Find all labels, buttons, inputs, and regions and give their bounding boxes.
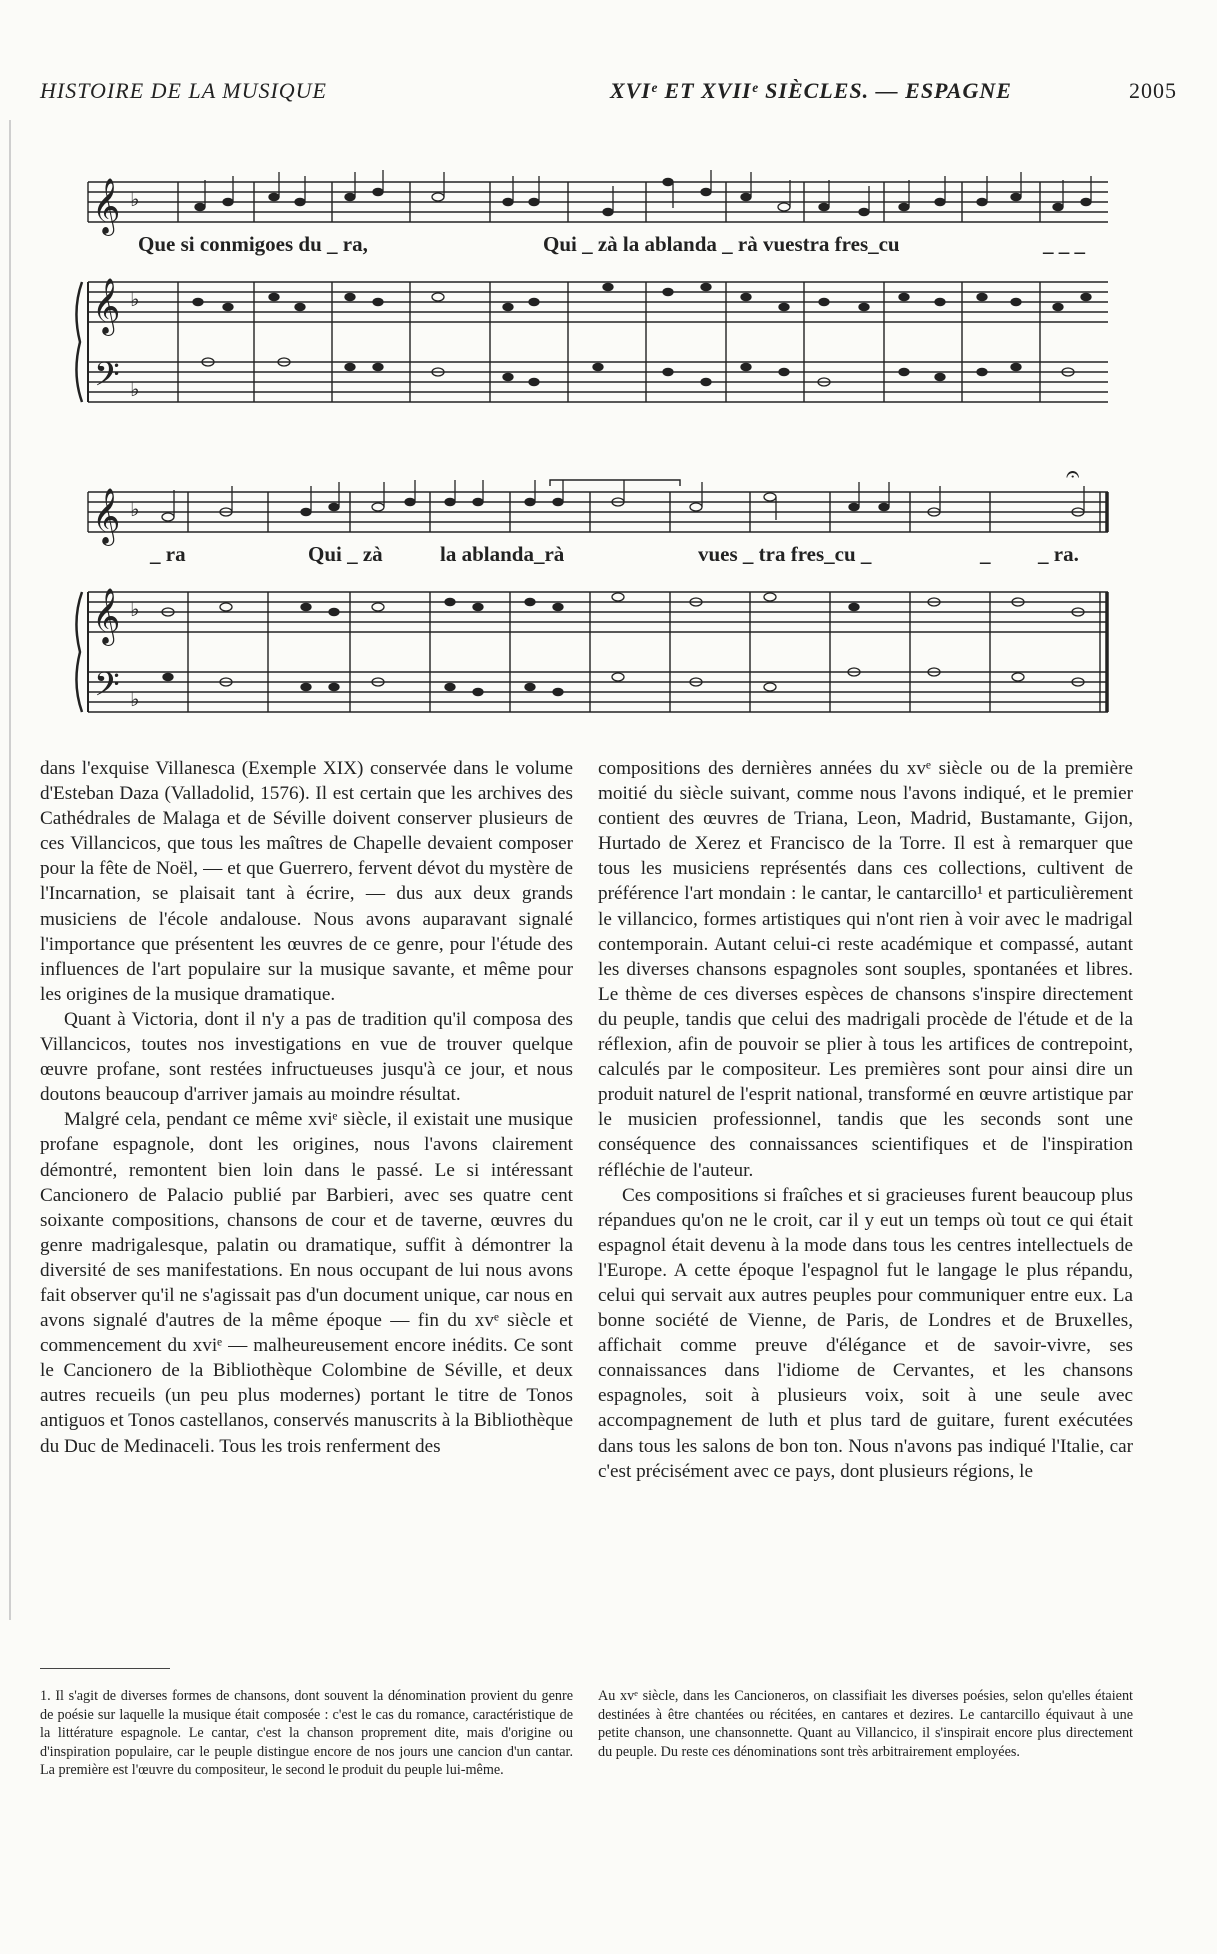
fermata-icon: 𝄐: [1066, 460, 1080, 488]
page-edge-shadow: [9, 120, 11, 1620]
paragraph: compositions des dernières années du xvᵉ siècle ou de la première moitié du siècle suivant, comme nous l'avons indiqué, et le premier contient des œuvres de Triana, Leon, Madrid, Bustamante, Gijon, Hurtado de Xerez et Francisco de la Torre. Il est à remarquer que tous les musiciens représentés dans ces collections, cultivent de préférence l'art mondain : le cantar, le cantarcillo¹ et particulièrement le villancico, formes artistiques qui n'ont rien à voir avec le madrigal contemporain. Autant celui-ci reste académique et compassé, autant les diverses chansons espagnoles sont souples, spontanées et libres. Le thème de ces diverses espèces de chansons s'inspire directement du peuple, tandis que celui des madrigali procède de l'étude et de la réflexion, afin de pouvoir se plier à tous les artifices de contrepoint, calculés par le compositeur. Les premières sont pour ainsi dire un produit naturel de l'esprit national, transformé en œuvre artistique par le musicien professionnel, tandis que les seconds sont une conséquence des connaissances scientifiques et de l'inspiration réfléchie de l'auteur.: [598, 758, 1133, 1181]
lyric-fragment: _ ra: [150, 542, 186, 566]
score-staves-2: [78, 460, 1113, 740]
svg-text:♭: ♭: [130, 287, 140, 311]
svg-text:♭: ♭: [130, 187, 140, 211]
svg-text:♭: ♭: [130, 597, 140, 621]
lyric-fragment: Que si conmigoes du _ ra,: [138, 232, 368, 256]
lyric-fragment: Qui _ zà la ablanda _ rà vuestra fres_cu: [543, 232, 900, 256]
bass-clef-icon: 𝄢: [94, 356, 120, 402]
paragraph: dans l'exquise Villanesca (Exemple XIX) conservée dans le volume d'Esteban Daza (Valladolid, 1576). Il est certain que les archives des Cathédrales de Malaga et de Séville doivent conserver plusieurs de ces Villancicos, que tous les maîtres de Chapelle devaient composer pour la fête de Noël, — et que Guerrero, fervent dévot du mystère de l'Incarnation, se plaisait tant à écrire, — dus aux deux grands musiciens de l'école andalouse. Nous avons auparavant signalé l'importance que présentent les œuvres de ce genre, pour l'étude des influences de l'art populaire sur la musique savante, et même pour les origines de la musique dramatique.: [40, 758, 573, 1005]
svg-text:♭: ♭: [130, 687, 140, 711]
lyric-fragment: vues _ tra fres_cu _: [698, 542, 872, 566]
left-column: [40, 756, 573, 1459]
music-system-2: [78, 460, 1113, 740]
lyric-fragment: _ _ _: [1043, 232, 1085, 256]
treble-clef-icon: 𝄞: [92, 488, 121, 544]
footnote-rule: [40, 1668, 170, 1669]
footnote-left: 1. Il s'agit de diverses formes de chansons, dont souvent la dénomination provient du genre de poésie sur laquelle la musique était composée : c'est le cas du romance, caractéristique de la littérature espagnole. Le cantar, c'est la chanson proprement dite, mais d'origine ou d'inspiration populaire, car le peuple distingue encore de nos jours une cancion d'un cantar. La première est l'œuvre du compositeur, le second le produit du peuple lui-même.: [40, 1688, 573, 1778]
paragraph: Ces compositions si fraîches et si gracieuses furent beaucoup plus répandues qu'on ne le croit, car il y eut un temps où tout ce qui était espagnol était devenu à la mode dans tous les centres intellectuels de l'Europe. A cette époque l'espagnol fut le langage le plus répandu, celui qui servait aux autres peuples pour communiquer entre eux. La bonne société de Vienne, de Paris, de Londres et de Bruxelles, affichait comme preuve d'élégance et de savoir-vivre, ses connaissances dans l'idiome de Cervantes, et les chansons espagnoles, soit à plusieurs voix, soit à une seule avec accompagnement de luth et plus tard de guitare, furent exécutées dans tous les salons de bon ton. Nous n'avons pas indiqué l'Italie, car c'est précisément avec ce pays, dont plusieurs régions, le: [598, 1184, 1133, 1482]
page-number: 2005: [1129, 78, 1177, 103]
lyric-fragment: _: [980, 542, 991, 566]
lyric-fragment: _ ra.: [1038, 542, 1079, 566]
lyric-fragment: Qui _ zà: [308, 542, 383, 566]
header-book-title: HISTOIRE DE LA MUSIQUE: [40, 78, 327, 103]
lyric-fragment: la ablanda_rà: [440, 542, 565, 566]
treble-clef-icon: 𝄞: [92, 278, 121, 334]
score-staves-1: [78, 170, 1113, 450]
paragraph: Malgré cela, pendant ce même xviᵉ siècle, il existait une musique profane espagnole, dont les origines, nous l'avons clairement démontré, remontent bien loin dans le passé. Le si intéressant Cancionero de Palacio publié par Barbieri, avec ses quatre cent soixante compositions, chansons de cour et de taverne, œuvres du genre madrigalesque, palatin ou dramatique, suffit à démontrer la diversité de ses manifestations. En nous occupant de lui nous avons fait observer qu'il ne s'agissait pas d'un document unique, car nous en avons signalé d'autres de la même époque — fin du xvᵉ siècle et commencement du xviᵉ — malheureusement encore inédits. Ce sont le Cancionero de la Bibliothèque Colombine de Séville, et deux autres recueils (un peu plus modernes) portant le titre de Tonos antiguos et Tonos castellanos, conservés manuscrits à la Bibliothèque du Duc de Medinaceli. Tous les trois renferment des: [40, 1109, 573, 1457]
bass-clef-icon: 𝄢: [94, 666, 120, 712]
treble-clef-icon: 𝄞: [92, 588, 121, 644]
footnote-right: Au xvᵉ siècle, dans les Cancioneros, on classifiait les diverses poésies, selon qu'elles étaient destinées à être chantées ou récitées, en cantares et dezires. Le cantarcillo équivaut à une petite chanson, une chansonnette. Quant au Villancico, il s'inspirait encore plus directement du peuple. Du reste ces dénominations sont très arbitrairement employées.: [598, 1688, 1133, 1760]
music-system-1: [78, 170, 1113, 450]
header-section-title: XVIᵉ ET XVIIᵉ SIÈCLES. — ESPAGNE: [610, 78, 1012, 103]
svg-text:♭: ♭: [130, 377, 140, 401]
voice-staff: [88, 182, 1108, 222]
paragraph: Quant à Victoria, dont il n'y a pas de tradition qu'il composa des Villancicos, toutes nos investigations en vue de trouver quelque œuvre profane, sont restées infructueuses jusqu'à ce jour, et nous doutons beaucoup d'arriver jamais au moindre résultat.: [40, 1008, 573, 1106]
treble-clef-icon: 𝄞: [92, 178, 121, 234]
running-header: [40, 78, 1177, 108]
right-column: [598, 756, 1133, 1484]
svg-text:♭: ♭: [130, 497, 140, 521]
